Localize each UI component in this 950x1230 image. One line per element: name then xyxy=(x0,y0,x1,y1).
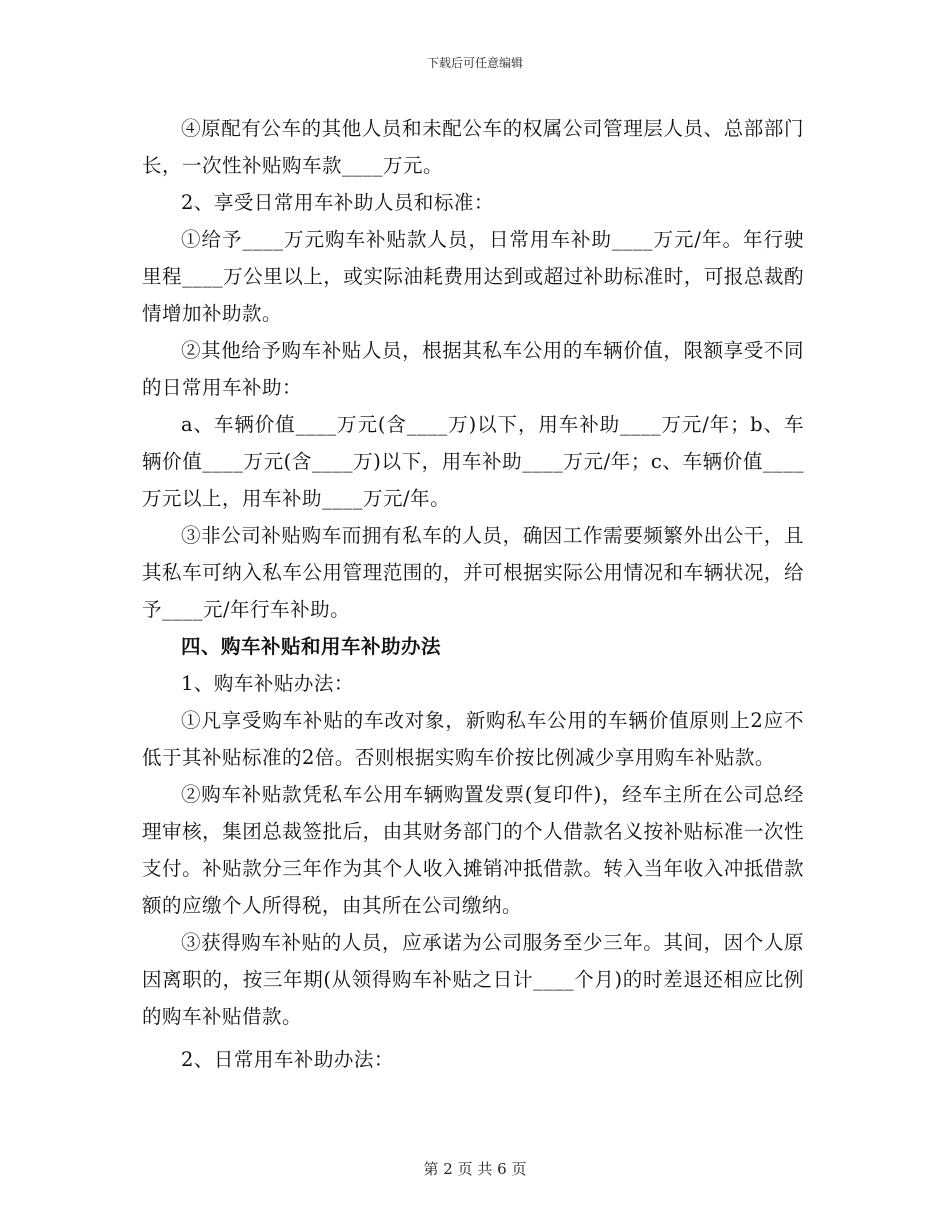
paragraph-purchase-method-1: ①凡享受购车补贴的车改对象，新购私车公用的车辆价值原则上2应不低于其补贴标准的2倍。否则根据实购车价按比例减少享用购车补贴款。 xyxy=(142,709,804,769)
paragraph-daily-subsidy-1: ①给予____万元购车补贴款人员，日常用车补助____万元/年。年行驶里程____万公里以上，或实际油耗费用达到或超过补助标准时，可报总裁酌情增加补助款。 xyxy=(142,228,804,325)
paragraph-daily-method-title: 2、日常用车补助办法： xyxy=(181,1048,394,1071)
page-footer: 第 2 页 共 6 页 xyxy=(423,1160,527,1178)
section-heading: 四、购车补贴和用车补助办法 xyxy=(181,635,442,658)
page-header: 下载后可任意编辑 xyxy=(426,56,523,70)
paragraph-purchase-method-title: 1、购车补贴办法： xyxy=(181,672,354,695)
paragraph-vehicle-value-tiers: a、车辆价值____万元(含____万)以下，用车补助____万元/年；b、车辆价值____万元(含____万)以下，用车补助____万元/年；c、车辆价值____万元以上，用车补助____万元/年。 xyxy=(142,413,804,510)
paragraph-daily-subsidy-2: ②其他给予购车补贴人员，根据其私车公用的车辆价值，限额享受不同的日常用车补助： xyxy=(142,339,804,399)
paragraph-purchase-method-2: ②购车补贴款凭私车公用车辆购置发票(复印件)，经车主所在公司总经理审核，集团总裁签批后，由其财务部门的个人借款名义按补贴标准一次性支付。补贴款分三年作为其个人收入摊销冲抵借款。转入当年收入冲抵借款额的应缴个人所得税，由其所在公司缴纳。 xyxy=(142,783,804,917)
paragraph-daily-subsidy-title: 2、享受日常用车补助人员和标准： xyxy=(181,191,494,214)
paragraph-subsidy-4: ④原配有公车的其他人员和未配公车的权属公司管理层人员、总部部门长，一次性补贴购车款____万元。 xyxy=(142,117,804,177)
paragraph-daily-subsidy-3: ③非公司补贴购车而拥有私车的人员，确因工作需要频繁外出公干，且其私车可纳入私车公用管理范围的，并可根据实际公用情况和车辆状况，给予____元/年行车补助。 xyxy=(142,524,804,621)
document-body xyxy=(142,110,804,1078)
paragraph-purchase-method-3: ③获得购车补贴的人员，应承诺为公司服务至少三年。其间，因个人原因离职的，按三年期(从领得购车补贴之日计____个月)的时差退还相应比例的购车补贴借款。 xyxy=(142,931,804,1028)
